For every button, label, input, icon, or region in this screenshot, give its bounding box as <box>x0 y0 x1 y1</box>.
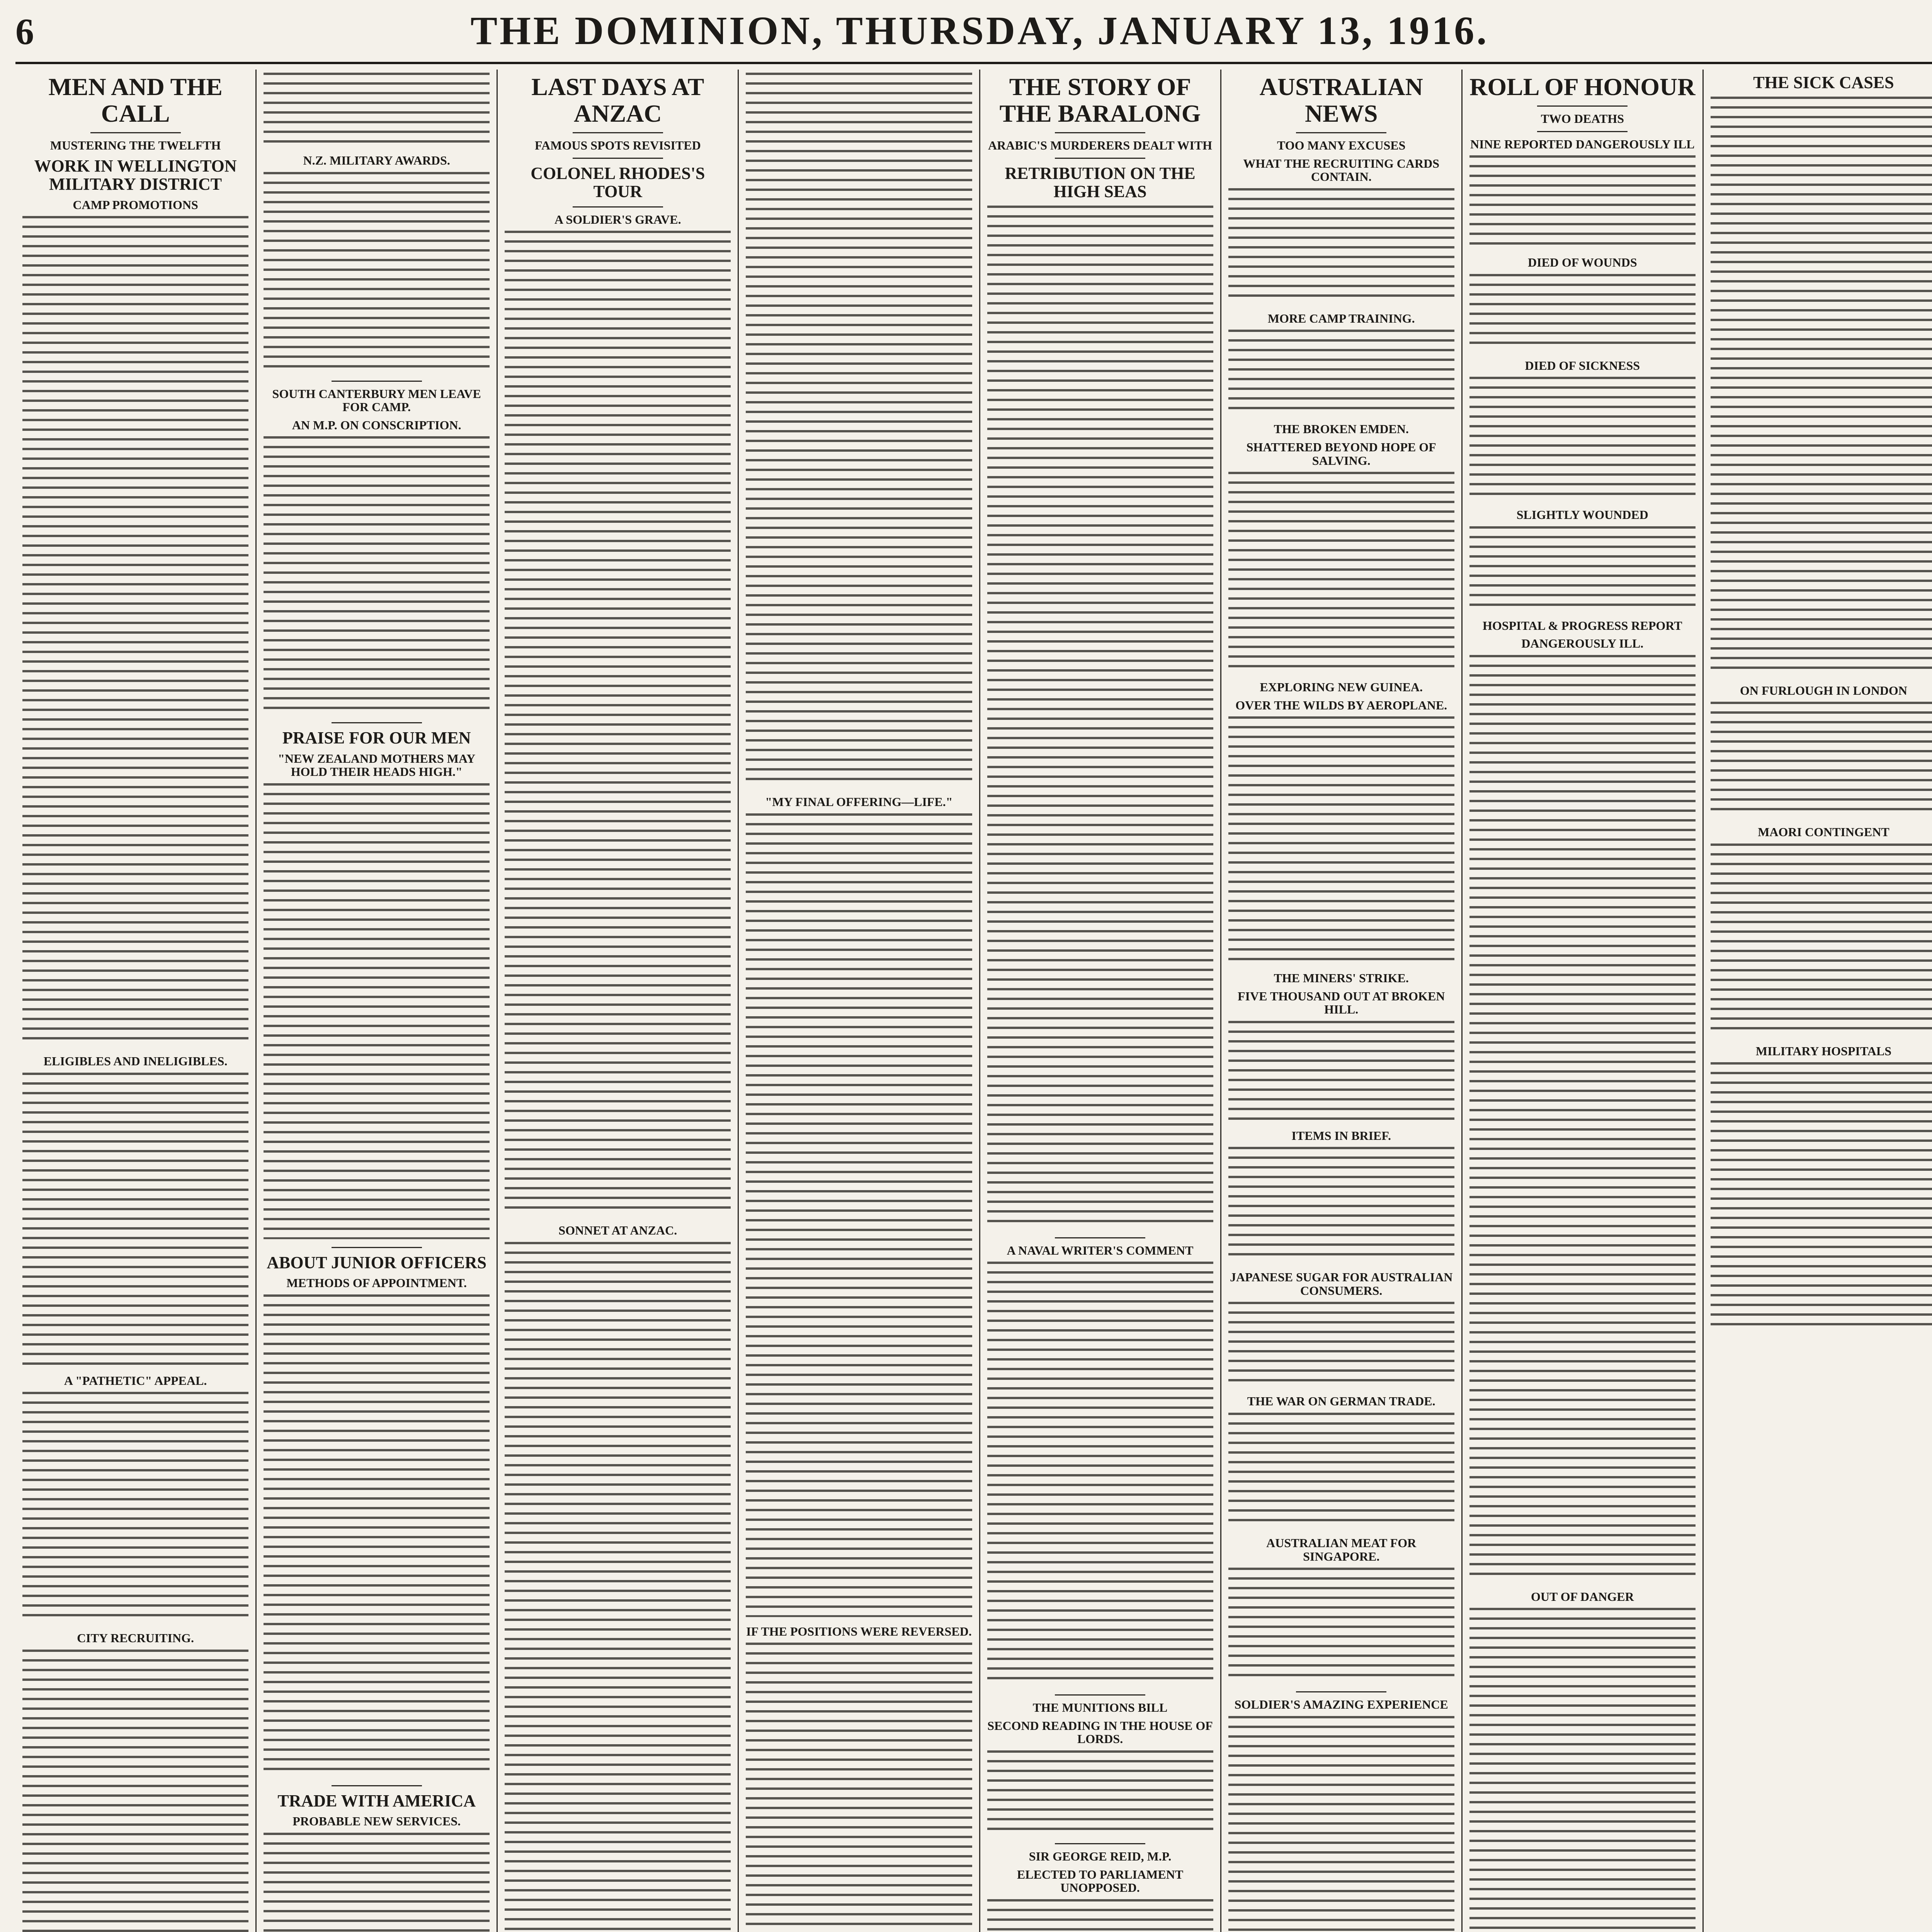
divider <box>1055 1237 1145 1238</box>
subheading: NINE REPORTED DANGEROUSLY ILL <box>1470 137 1695 151</box>
subheading: SONNET AT ANZAC. <box>558 1223 677 1238</box>
subheading: ABOUT JUNIOR OFFICERS <box>267 1253 487 1272</box>
subheading: SECOND READING IN THE HOUSE OF LORDS. <box>987 1718 1213 1746</box>
text-block <box>987 1750 1213 1835</box>
text-block <box>1228 472 1454 673</box>
text-block <box>1228 716 1454 964</box>
columns <box>15 70 1932 1932</box>
subheading: "NEW ZEALAND MOTHERS MAY HOLD THEIR HEADS HIGH." <box>278 751 476 779</box>
subheading: HOSPITAL & PROGRESS REPORT <box>1483 618 1682 633</box>
headline: ROLL OF HONOUR <box>1469 73 1696 100</box>
column-8 <box>1704 70 1932 1932</box>
subheading: FAMOUS SPOTS REVISITED <box>534 138 701 153</box>
subheading: OUT OF DANGER <box>1531 1589 1634 1604</box>
text-block <box>264 783 490 1239</box>
masthead <box>15 8 1932 62</box>
text-block <box>1228 1716 1454 1932</box>
divider <box>1296 132 1386 133</box>
divider <box>332 722 422 723</box>
subheading: AN M.P. ON CONSCRIPTION. <box>292 418 461 432</box>
subheading: PROBABLE NEW SERVICES. <box>293 1814 461 1828</box>
text-block <box>1228 1021 1454 1121</box>
column-1 <box>15 70 257 1932</box>
subheading: A "PATHETIC" APPEAL. <box>64 1373 207 1388</box>
column-5 <box>980 70 1221 1932</box>
divider <box>573 132 663 133</box>
text-block <box>1228 1413 1454 1529</box>
headline: THE SICK CASES <box>1753 73 1894 92</box>
column-3 <box>498 70 739 1932</box>
text-block <box>1228 1147 1454 1263</box>
subheading: SOUTH CANTERBURY MEN LEAVE FOR CAMP. <box>272 386 481 414</box>
subheading: MUSTERING THE TWELFTH <box>50 138 221 153</box>
subheading: CITY RECRUITING. <box>77 1631 194 1645</box>
subheading: ELECTED TO PARLIAMENT UNOPPOSED. <box>1017 1867 1184 1895</box>
subheading: IF THE POSITIONS WERE REVERSED. <box>746 1624 972 1638</box>
subheading: THE MINERS' STRIKE. <box>1274 971 1409 985</box>
text-block <box>1228 330 1454 415</box>
subheading: A SOLDIER'S GRAVE. <box>554 212 681 226</box>
text-block <box>264 1294 490 1777</box>
text-block <box>1711 1062 1932 1333</box>
headline: MEN AND THE CALL <box>48 73 223 128</box>
text-block <box>1469 155 1696 248</box>
column-2 <box>257 70 498 1932</box>
subheading: THE WAR ON GERMAN TRADE. <box>1247 1394 1435 1408</box>
subheading: SOLDIER'S AMAZING EXPERIENCE <box>1234 1697 1448 1712</box>
text-block <box>987 1262 1213 1687</box>
text-block <box>22 1073 248 1366</box>
text-block <box>264 172 490 373</box>
subheading: SHATTERED BEYOND HOPE OF SALVING. <box>1246 440 1436 468</box>
subheading: SIR GEORGE REID, M.P. <box>1029 1849 1172 1863</box>
subheading: FIVE THOUSAND OUT AT BROKEN HILL. <box>1237 989 1445 1017</box>
divider <box>332 381 422 382</box>
subheading: CAMP PROMOTIONS <box>73 197 198 212</box>
subheading: MILITARY HOSPITALS <box>1755 1044 1892 1058</box>
column-7 <box>1463 70 1704 1932</box>
subheading: DIED OF SICKNESS <box>1525 358 1640 372</box>
text-block <box>1469 655 1696 1582</box>
divider <box>90 132 181 133</box>
divider <box>332 1785 422 1786</box>
masthead-rule <box>15 62 1932 64</box>
divider <box>573 158 663 159</box>
subheading: AUSTRALIAN MEAT FOR SINGAPORE. <box>1266 1536 1417 1563</box>
subheading: DANGEROUSLY ILL. <box>1521 636 1644 651</box>
subheading: "MY FINAL OFFERING—LIFE." <box>765 795 953 809</box>
subheading: RETRIBUTION ON THE HIGH SEAS <box>1005 163 1196 201</box>
subheading: EXPLORING NEW GUINEA. <box>1260 680 1423 694</box>
text-block <box>1469 274 1696 351</box>
headline: THE STORY OF THE BARALONG <box>999 73 1201 128</box>
subheading: ELIGIBLES AND INELIGIBLES. <box>43 1054 228 1068</box>
column-4 <box>739 70 980 1932</box>
text-block <box>1228 1302 1454 1387</box>
subheading: TRADE WITH AMERICA <box>277 1791 476 1810</box>
text-block <box>1228 188 1454 304</box>
divider <box>1055 1694 1145 1696</box>
subheading: JAPANESE SUGAR FOR AUSTRALIAN CONSUMERS. <box>1230 1270 1453 1298</box>
text-block <box>1469 377 1696 500</box>
subheading: DIED OF WOUNDS <box>1527 255 1637 270</box>
subheading: MORE CAMP TRAINING. <box>1267 311 1415 325</box>
text-block <box>22 1650 248 1932</box>
text-block <box>1711 702 1932 818</box>
divider <box>332 1247 422 1248</box>
subheading: THE BROKEN EMDEN. <box>1274 422 1409 436</box>
text-block <box>264 73 490 146</box>
subheading: ON FURLOUGH IN LONDON <box>1740 683 1907 697</box>
text-block <box>1711 97 1932 676</box>
text-block <box>505 1242 731 1932</box>
subheading: TWO DEATHS <box>1541 112 1624 126</box>
newspaper-title: THE DOMINION, THURSDAY, JANUARY 13, 1916. <box>470 9 1489 53</box>
text-block <box>746 1643 972 1932</box>
divider <box>1296 1691 1386 1692</box>
subheading: TOO MANY EXCUSES <box>1277 138 1406 153</box>
text-block <box>22 1392 248 1624</box>
subheading: SLIGHTLY WOUNDED <box>1516 508 1648 522</box>
text-block <box>264 436 490 714</box>
text-block <box>1228 1568 1454 1684</box>
subheading: THE MUNITIONS BILL <box>1032 1701 1168 1715</box>
text-block <box>22 216 248 1047</box>
column-6 <box>1221 70 1463 1932</box>
subheading: METHODS OF APPOINTMENT. <box>286 1276 467 1290</box>
subheading: ITEMS IN BRIEF. <box>1291 1128 1391 1143</box>
divider <box>1055 132 1145 133</box>
text-block <box>505 231 731 1216</box>
text-block <box>746 73 972 787</box>
divider <box>1537 131 1628 132</box>
headline: LAST DAYS AT ANZAC <box>531 73 704 128</box>
text-block <box>987 206 1213 1230</box>
text-block <box>1469 1608 1696 1932</box>
page-number: 6 <box>15 11 34 52</box>
subheading: A NAVAL WRITER'S COMMENT <box>1007 1243 1194 1257</box>
text-block <box>746 813 972 1617</box>
text-block <box>264 1833 490 1932</box>
subheading: COLONEL RHODES'S TOUR <box>531 163 705 201</box>
text-block <box>987 1899 1213 1932</box>
subheading: OVER THE WILDS BY AEROPLANE. <box>1235 698 1447 712</box>
subheading: N.Z. MILITARY AWARDS. <box>303 153 450 167</box>
divider <box>1537 105 1628 107</box>
divider <box>1055 1843 1145 1844</box>
subheading: WORK IN WELLINGTON MILITARY DISTRICT <box>34 156 237 194</box>
text-block <box>1469 526 1696 611</box>
divider <box>573 206 663 207</box>
headline: AUSTRALIAN NEWS <box>1259 73 1423 128</box>
subheading: PRAISE FOR OUR MEN <box>282 728 471 748</box>
subheading: ARABIC'S MURDERERS DEALT WITH <box>988 138 1213 153</box>
subheading: WHAT THE RECRUITING CARDS CONTAIN. <box>1243 156 1440 184</box>
subheading: MAORI CONTINGENT <box>1758 825 1889 839</box>
divider <box>1055 158 1145 159</box>
text-block <box>1711 844 1932 1037</box>
